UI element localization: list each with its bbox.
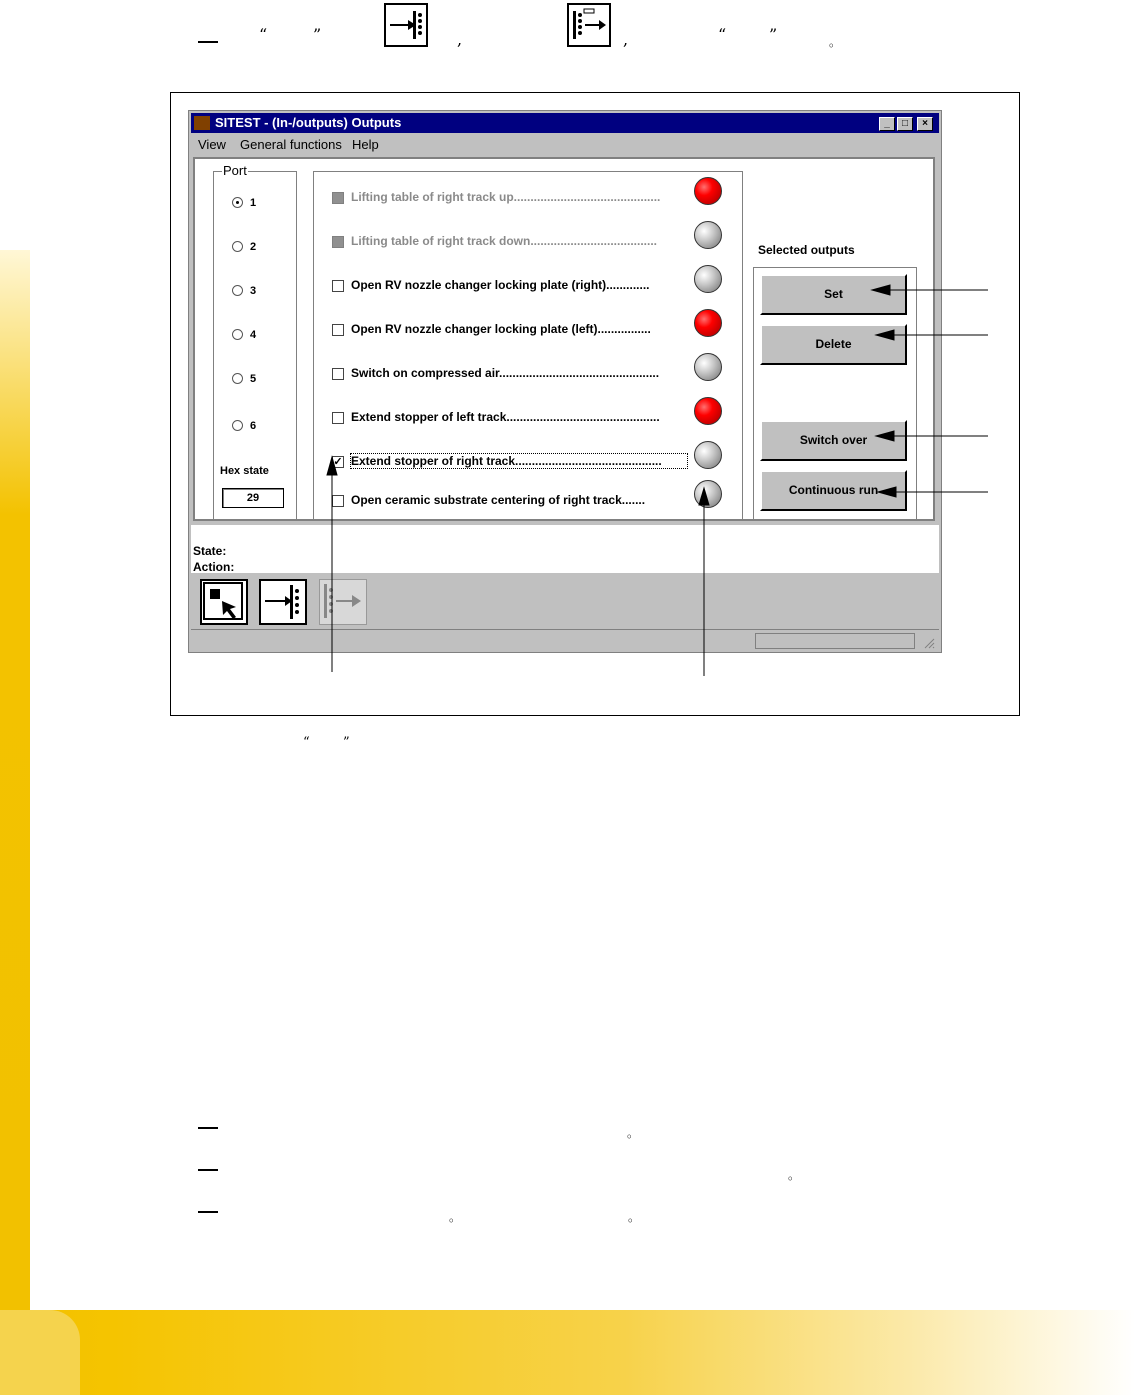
action-label: Action: [193, 560, 235, 574]
list-period-3b: 。 [628, 1210, 641, 1224]
close-icon[interactable]: × [917, 117, 933, 131]
menu-help[interactable]: Help [352, 137, 379, 152]
quote-open: “ [259, 25, 268, 44]
window-title: SITEST - (In-/outputs) Outputs [215, 115, 402, 130]
list-period-2: 。 [788, 1168, 801, 1182]
port-label-5: 5 [250, 373, 257, 385]
hex-state-field[interactable]: 29 [222, 488, 284, 508]
port-label-1: 1 [250, 197, 257, 209]
menu-view[interactable]: View [198, 137, 226, 152]
output-label-8: Open ceramic substrate centering of right track....... [351, 493, 646, 507]
set-button[interactable]: Set [760, 274, 907, 315]
callout-arrow-continuous-run [878, 487, 896, 497]
port-label-2: 2 [250, 241, 257, 253]
menu-general-functions[interactable]: General functions [240, 137, 342, 152]
comma-1: , [457, 30, 463, 49]
callout-arrow-switch-over [876, 431, 894, 441]
hex-state-label: Hex state [220, 465, 269, 477]
switch-over-button[interactable]: Switch over [760, 420, 907, 461]
quote-close-2: ” [769, 25, 778, 44]
callout-arrow-set [872, 285, 890, 295]
caption-quote-open: “ [303, 735, 310, 750]
callout-arrow-lamp [699, 488, 709, 505]
state-label: State: [193, 544, 227, 558]
output-label-2: Lifting table of right track down...................................... [351, 234, 658, 248]
port-label-3: 3 [250, 285, 257, 297]
output-label-7: Extend stopper of right track............................................ [351, 454, 687, 468]
port-label-6: 6 [250, 420, 257, 432]
output-label-4: Open RV nozzle changer locking plate (left)................ [351, 322, 651, 336]
port-legend: Port [223, 163, 247, 178]
list-period-3a: 。 [449, 1210, 462, 1224]
output-label-6: Extend stopper of left track.............................................. [351, 410, 660, 424]
maximize-icon[interactable]: □ [897, 117, 913, 131]
comma-2: , [623, 30, 629, 49]
quote-close: ” [313, 25, 322, 44]
delete-button[interactable]: Delete [760, 324, 907, 365]
output-label-1: Lifting table of right track up............................................ [351, 190, 661, 204]
output-label-3: Open RV nozzle changer locking plate (right)............. [351, 278, 650, 292]
selected-outputs-label: Selected outputs [758, 243, 855, 257]
continuous-run-button[interactable]: Continuous run [760, 470, 907, 511]
output-label-5: Switch on compressed air................................................ [351, 366, 660, 380]
output-checkbox-7[interactable]: ✓ [333, 456, 343, 468]
callout-arrow-delete [876, 330, 894, 340]
callout-arrow-checkbox [327, 457, 337, 475]
port-label-4: 4 [250, 329, 257, 341]
caption-quote-close: ” [343, 735, 350, 750]
quote-open-2: “ [718, 25, 727, 44]
list-period-1: 。 [627, 1126, 640, 1140]
minimize-icon[interactable]: _ [879, 117, 895, 131]
period-mark: 。 [829, 35, 842, 49]
